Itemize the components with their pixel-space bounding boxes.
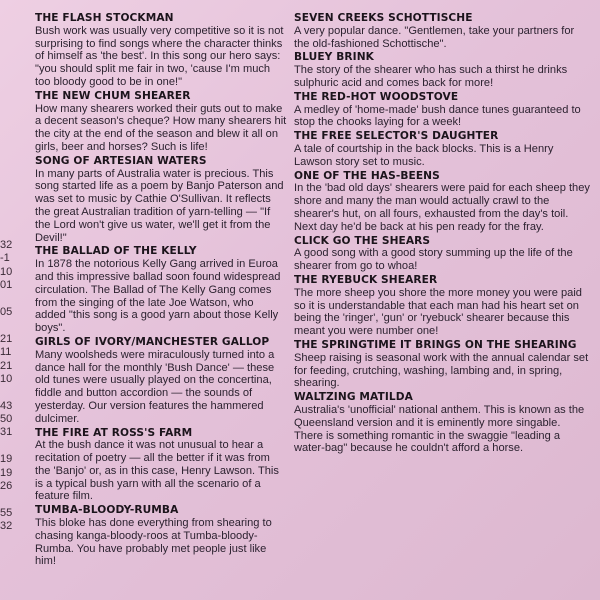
song-description: In many parts of Australia water is precious. This song started life as a poem by Banjo Paterson and was set to music by Cathie O'Sullivan. It reflects the great Australian tradition of yarn-telling — "If the Lord won't give us water, we'll get it from the Devil!" [35, 167, 284, 244]
margin-number [0, 294, 16, 307]
margin-number [0, 320, 16, 333]
song-description: At the bush dance it was not unusual to hear a recitation of poetry — all the better if it was from the 'Banjo' or, as in this case, Henry Lawson. This is a typical bush yarn with all the scenario of a feature film. [35, 439, 279, 503]
song-entry [294, 91, 592, 129]
song-description: The more sheep you shore the more money you were paid so it is understandable that each man had his heart set on being the 'ringer', 'gun' or 'ryebuck' shearer because this meant you were number one! [294, 286, 582, 338]
song-entry [35, 12, 287, 89]
song-title: THE BALLAD OF THE KELLY [35, 245, 197, 258]
song-description: In the 'bad old days' shearers were paid for each sheep they shore and many the man would actually crawl to the shearer's hut, on all fours, exhausted from the day's toil. Next day he'd be back at his pen ready for the fray. [294, 182, 590, 233]
song-description: Many woolsheds were miraculously turned into a dance hall for the monthly 'Bush Dance' — these old tunes were usually played on the concertina, fiddle and button accordion — the sounds of yesterday. Our version features the hammered dulcimer. [35, 348, 275, 425]
song-title: SEVEN CREEKS SCHOTTISCHE [294, 12, 473, 24]
margin-number: 11 [0, 346, 12, 359]
margin-number: 26 [0, 480, 13, 493]
song-description: A good song with a good story summing up the life of the shearer from go to whoa! [294, 247, 573, 273]
song-title: SONG OF ARTESIAN WATERS [35, 154, 207, 167]
margin-number: 19 [0, 453, 13, 466]
song-entry [294, 391, 592, 455]
margin-number: 01 [0, 279, 13, 292]
song-title: WALTZING MATILDA [294, 391, 413, 404]
song-title: THE FIRE AT ROSS'S FARM [35, 426, 193, 439]
song-entry [35, 336, 287, 426]
song-description: Sheep raising is seasonal work with the annual calendar set for feeding, crutching, washing, lambing and, in spring, shearing. [294, 351, 589, 390]
margin-number: 21 [0, 332, 13, 345]
margin-number: 21 [0, 359, 13, 372]
song-entry [35, 504, 287, 568]
song-entry [294, 274, 592, 338]
song-entry [35, 90, 287, 154]
song-entry [294, 339, 592, 390]
margin-number [0, 441, 16, 454]
margin-number: 32 [0, 239, 13, 251]
song-title: THE FREE SELECTOR'S DAUGHTER [294, 130, 499, 143]
margin-number: 55 [0, 506, 13, 519]
song-description: The story of the shearer who has such a thirst he drinks sulphuric acid and comes back for more! [294, 64, 568, 89]
song-entry [35, 245, 287, 335]
cropped-margin-numbers [0, 240, 16, 535]
song-description: A medley of 'home-made' bush dance tunes guaranteed to stop the chooks laying for a week! [294, 103, 581, 129]
margin-number: 19 [0, 466, 13, 479]
song-title: THE NEW CHUM SHEARER [35, 89, 191, 102]
margin-number: -1 [0, 252, 10, 265]
song-title: TUMBA-BLOODY-RUMBA [35, 504, 179, 517]
song-title: THE SPRINGTIME IT BRINGS ON THE SHEARING [294, 338, 577, 351]
song-title: THE FLASH STOCKMAN [35, 12, 174, 24]
song-entry [294, 51, 592, 89]
margin-number: 10 [0, 372, 13, 385]
song-title: GIRLS OF IVORY/MANCHESTER GALLOP [35, 335, 270, 348]
song-description: A tale of courtship in the back blocks. This is a Henry Lawson story set to music. [294, 142, 554, 168]
song-entry [294, 235, 592, 273]
margin-number: 50 [0, 413, 13, 426]
song-title: CLICK GO THE SHEARS [294, 234, 431, 247]
right-column [294, 12, 592, 456]
song-description: In 1878 the notorious Kelly Gang arrived in Euroa and this impressive ballad soon found widespread circulation. The Ballad of The Kelly Gang comes from the singing of the late Joe Watson, who added "this song is a good yarn about those Kelly boys". [35, 258, 281, 335]
song-title: THE RED-HOT WOODSTOVE [294, 90, 459, 103]
song-entry [35, 155, 287, 245]
margin-number: 31 [0, 426, 13, 439]
song-entry [294, 12, 592, 50]
margin-number: 05 [0, 305, 13, 318]
song-description: This bloke has done everything from shearing to chasing kanga-bloody-roos at Tumba-bloody-Rumba. You have probably met people just like him! [35, 517, 272, 568]
song-description: How many shearers worked their guts out to make a decent season's cheque? How many shearers hit the city at the end of the season and blew it all on girls, beer and horses? Such is life! [35, 102, 287, 153]
song-entry [35, 427, 287, 504]
margin-number [0, 387, 16, 400]
song-entry [294, 170, 592, 234]
song-description: Australia's 'unofficial' national anthem. This is known as the Queensland version and it is eminently more singable. There is something romantic in the swaggie "leading a water-bag" because he couldn't afford a horse. [294, 403, 585, 455]
song-title: THE RYEBUCK SHEARER [294, 273, 438, 286]
margin-number: 32 [0, 520, 13, 533]
margin-number: 43 [0, 399, 13, 412]
song-description: A very popular dance. "Gentlemen, take your partners for the old-fashioned Schottische". [294, 24, 575, 50]
margin-number: 10 [0, 265, 13, 278]
left-column [35, 12, 287, 569]
margin-number [0, 494, 16, 507]
song-title: ONE OF THE HAS-BEENS [294, 169, 440, 182]
song-title: BLUEY BRINK [294, 51, 374, 64]
song-entry [294, 130, 592, 168]
song-description: Bush work was usually very competitive so it is not surprising to find songs where the character thinks of himself as 'the best'. In this song our hero says: "you should split me fair in two, 'cause I'm much too bloody good to be in one!" [35, 24, 284, 88]
